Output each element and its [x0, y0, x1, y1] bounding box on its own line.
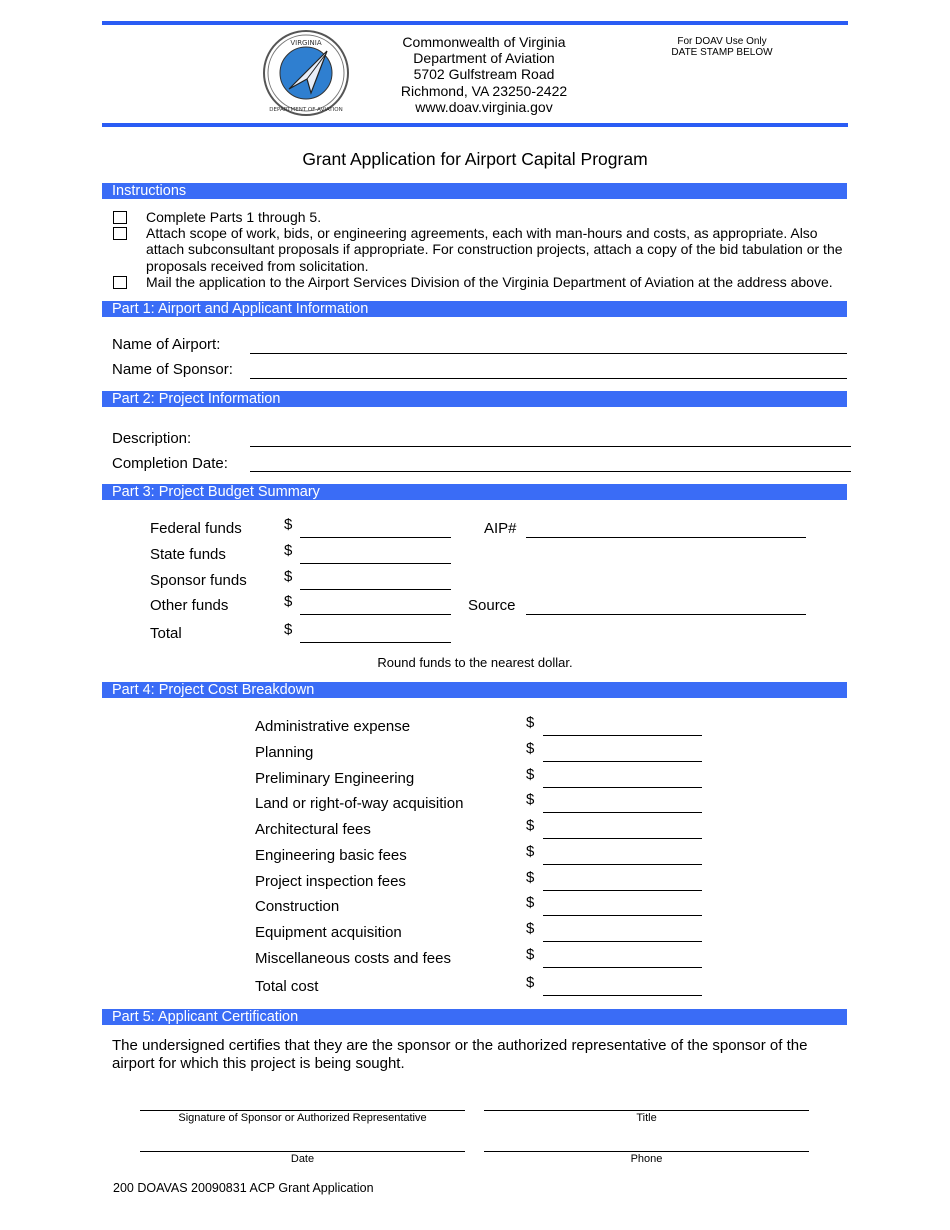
aip-label: AIP#: [484, 520, 517, 537]
total-funds-field[interactable]: [300, 642, 451, 643]
sponsor-funds-currency: $: [284, 568, 293, 585]
cost-item-field[interactable]: [543, 915, 702, 916]
other-funds-field[interactable]: [300, 614, 451, 615]
federal-funds-field[interactable]: [300, 537, 451, 538]
federal-funds-label: Federal funds: [150, 520, 242, 537]
org-city: Richmond, VA 23250-2422: [400, 82, 568, 99]
certification-text: The undersigned certifies that they are the sponsor or the authorized representative of the sponsor of the airport for which this project is being sought.: [112, 1037, 808, 1072]
other-funds-label: Other funds: [150, 597, 229, 614]
sponsor-name-field[interactable]: [250, 378, 847, 379]
federal-funds-currency: $: [284, 516, 293, 533]
completion-date-field[interactable]: [250, 471, 851, 472]
org-name: Commonwealth of Virginia: [402, 34, 566, 50]
cost-item-currency: $: [526, 894, 535, 911]
cost-item-field[interactable]: [543, 995, 702, 996]
aip-field[interactable]: [526, 537, 806, 538]
cost-item-label: Administrative expense: [255, 718, 411, 735]
cost-item-currency: $: [526, 920, 535, 937]
cost-item-field[interactable]: [543, 812, 702, 813]
cost-item-currency: $: [526, 791, 535, 808]
airport-name-label: Name of Airport:: [112, 336, 221, 353]
completion-date-label: Completion Date:: [112, 455, 228, 472]
part5-heading: Part 5: Applicant Certification: [102, 1009, 847, 1025]
date-field[interactable]: [140, 1151, 465, 1152]
instruction-item-2: Attach scope of work, bids, or engineering agreements, each with man-hours and costs, as appropriate. Also attach subconsultant proposals if appropriate. For construction projects, attach a copy of the bid tabulation or the proposals received from solicitation.: [146, 225, 843, 274]
date-stamp-area: [668, 37, 776, 58]
cost-item-field[interactable]: [543, 787, 702, 788]
cost-item-label: Land or right-of-way acquisition: [255, 795, 464, 812]
instructions-heading: Instructions: [102, 183, 847, 199]
cost-item-label: Engineering basic fees: [255, 847, 407, 864]
form-footer-id: 200 DOAVAS 20090831 ACP Grant Application: [113, 1181, 374, 1195]
cost-item-label: Project inspection fees: [255, 873, 406, 890]
rounding-note: Round funds to the nearest dollar.: [377, 655, 573, 670]
stamp-line-1: For DOAV Use Only: [677, 36, 767, 47]
other-funds-currency: $: [284, 593, 293, 610]
state-funds-field[interactable]: [300, 563, 451, 564]
stamp-line-2: DATE STAMP BELOW: [671, 46, 773, 58]
airport-name-field[interactable]: [250, 353, 847, 354]
sponsor-name-label: Name of Sponsor:: [112, 361, 233, 378]
cost-item-label: Total cost: [255, 978, 319, 995]
cost-item-field[interactable]: [543, 735, 702, 736]
cost-item-currency: $: [526, 869, 535, 886]
part2-heading: Part 2: Project Information: [102, 391, 847, 407]
org-address: [384, 34, 584, 115]
instruction-item-1: Complete Parts 1 through 5.: [146, 209, 322, 225]
sponsor-funds-field[interactable]: [300, 589, 451, 590]
signature-field[interactable]: [140, 1110, 465, 1111]
cost-item-field[interactable]: [543, 941, 702, 942]
part4-heading: Part 4: Project Cost Breakdown: [102, 682, 847, 698]
org-dept: Department of Aviation: [413, 50, 555, 67]
cost-item-field[interactable]: [543, 761, 702, 762]
title-field[interactable]: [484, 1110, 809, 1111]
form-title: Grant Application for Airport Capital Program: [302, 149, 648, 169]
state-funds-label: State funds: [150, 546, 226, 563]
cost-item-label: Architectural fees: [255, 821, 371, 838]
source-field[interactable]: [526, 614, 806, 615]
description-label: Description:: [112, 430, 192, 447]
cost-item-label: Preliminary Engineering: [255, 770, 415, 787]
signature-label: Signature of Sponsor or Authorized Representative: [178, 1112, 427, 1124]
header-top-rule: [102, 21, 848, 25]
cost-item-field[interactable]: [543, 967, 702, 968]
total-funds-label: Total: [150, 625, 182, 642]
instruction-item-3: Mail the application to the Airport Services Division of the Virginia Department of Aviation at the address above.: [146, 274, 833, 290]
instruction-checkbox-1[interactable]: [113, 211, 127, 224]
org-street: 5702 Gulfstream Road: [413, 66, 555, 83]
cost-item-field[interactable]: [543, 838, 702, 839]
description-field[interactable]: [250, 446, 851, 447]
cost-item-label: Miscellaneous costs and fees: [255, 950, 451, 967]
date-label: Date: [290, 1153, 315, 1165]
cost-item-field[interactable]: [543, 890, 702, 891]
sponsor-funds-label: Sponsor funds: [150, 572, 247, 589]
part1-heading: Part 1: Airport and Applicant Information: [102, 301, 847, 317]
cost-item-label: Planning: [255, 744, 314, 761]
total-funds-currency: $: [284, 621, 293, 638]
svg-text:DEPARTMENT OF AVIATION: DEPARTMENT OF AVIATION: [269, 107, 343, 113]
phone-label: Phone: [630, 1153, 663, 1165]
svg-text:VIRGINIA: VIRGINIA: [290, 39, 322, 47]
part3-heading: Part 3: Project Budget Summary: [102, 484, 847, 500]
doav-seal-logo: [259, 27, 353, 119]
cost-item-label: Equipment acquisition: [255, 924, 402, 941]
cost-item-currency: $: [526, 974, 535, 991]
cost-item-currency: $: [526, 946, 535, 963]
phone-field[interactable]: [484, 1151, 809, 1152]
org-website: www.doav.virginia.gov: [415, 98, 553, 115]
cost-item-currency: $: [526, 766, 535, 783]
cost-item-currency: $: [526, 843, 535, 860]
cost-item-currency: $: [526, 817, 535, 834]
cost-item-field[interactable]: [543, 864, 702, 865]
cost-item-currency: $: [526, 714, 535, 731]
cost-item-label: Construction: [255, 898, 340, 915]
instruction-checkbox-2[interactable]: [113, 227, 127, 240]
title-label: Title: [636, 1112, 657, 1124]
instruction-checkbox-3[interactable]: [113, 276, 127, 289]
header-bottom-rule: [102, 123, 848, 127]
cost-item-currency: $: [526, 740, 535, 757]
source-label: Source: [468, 597, 516, 614]
state-funds-currency: $: [284, 542, 293, 559]
